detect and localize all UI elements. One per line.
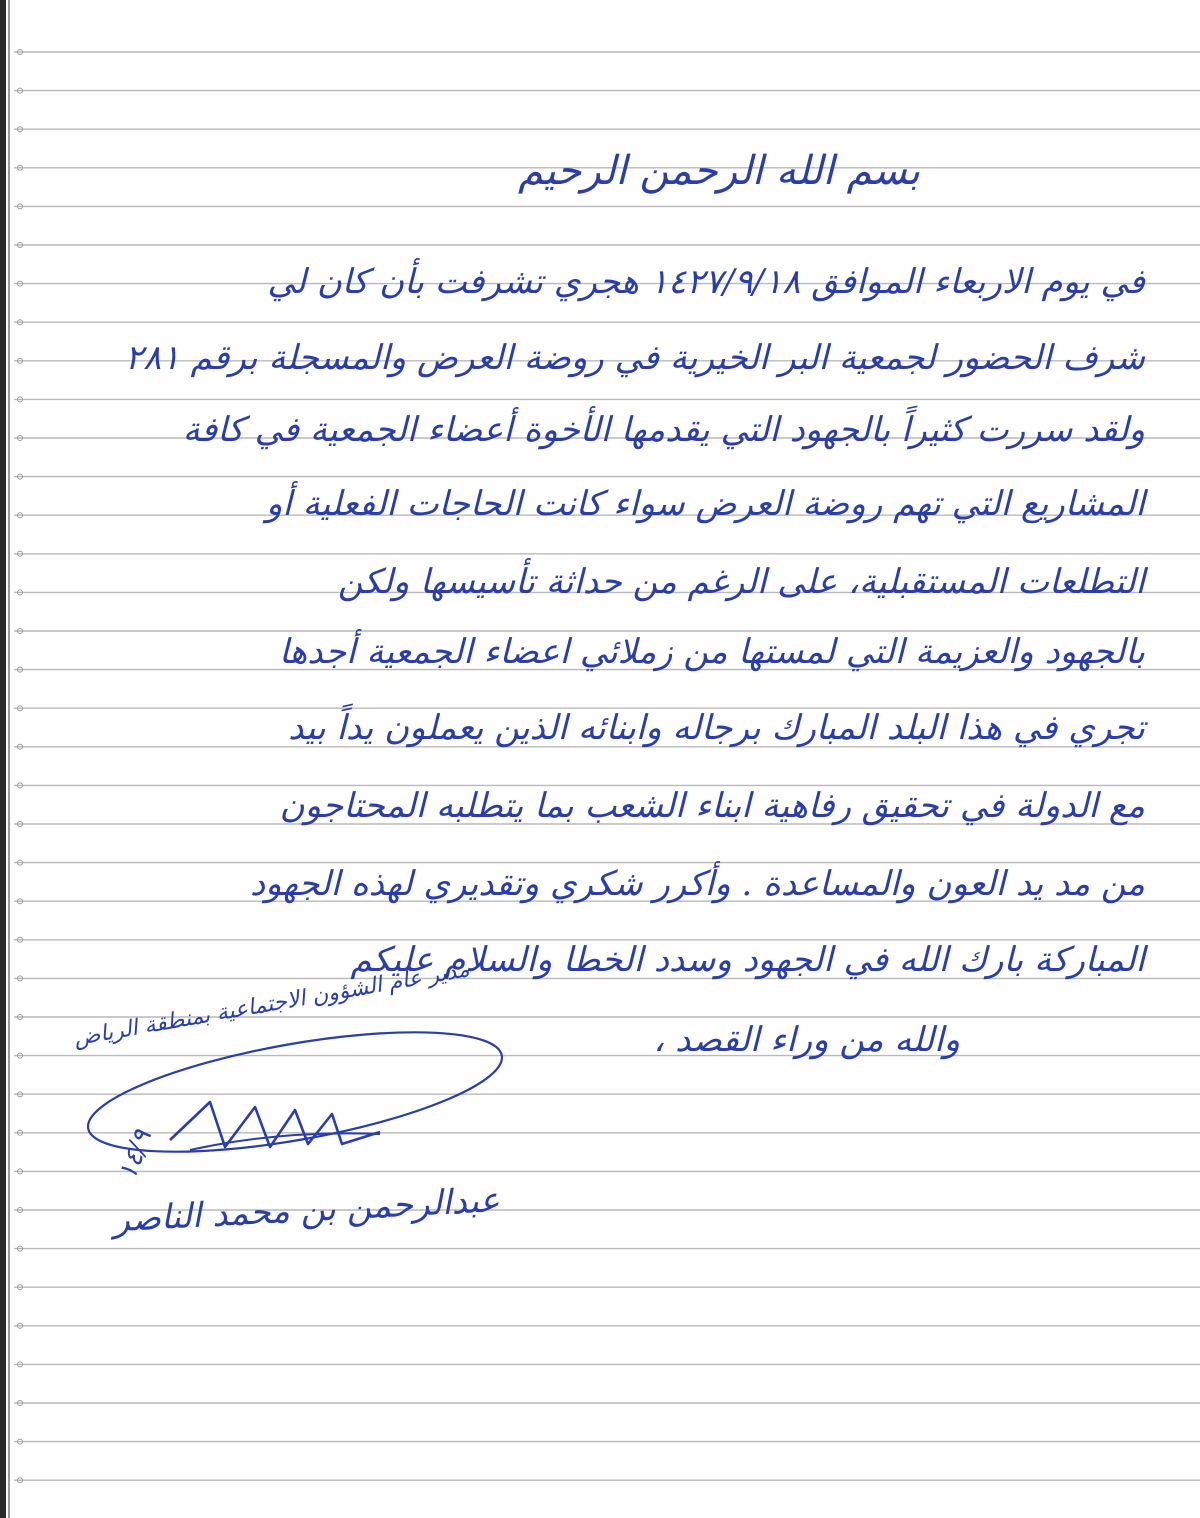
signature-date: ١٤/٩	[112, 1126, 159, 1184]
letter-line-8: مع الدولة في تحقيق رفاهية ابناء الشعب بما يتطلبه المحتاجون	[279, 786, 1145, 826]
letter-line-9: من مد يد العون والمساعدة . وأكرر شكري وتقديري لهذه الجهود	[249, 864, 1145, 904]
signatory-name: عبدالرحمن بن محمد الناصر	[112, 1180, 501, 1241]
letter-line-3: ولقد سررت كثيراً بالجهود التي يقدمها الأخوة أعضاء الجمعية في كافة	[182, 410, 1145, 450]
closing-phrase: والله من وراء القصد ،	[653, 1020, 960, 1060]
signatory-title: مدير عام الشؤون الاجتماعية بمنطقة الرياض	[71, 957, 472, 1052]
letter-line-7: تجري في هذا البلد المبارك برجاله وابنائه الذين يعملون يداً بيد	[288, 708, 1145, 748]
basmala-heading: بسم الله الرحمن الرحيم	[517, 148, 920, 194]
letter-line-2: شرف الحضور لجمعية البر الخيرية في روضة العرض والمسجلة برقم ٢٨١	[124, 338, 1145, 378]
letter-line-6: بالجهود والعزيمة التي لمستها من زملائي اعضاء الجمعية أجدها	[278, 632, 1145, 672]
letter-line-5: التطلعات المستقبلية، على الرغم من حداثة تأسيسها ولكن	[337, 562, 1145, 602]
letter-line-10: المباركة بارك الله في الجهود وسدد الخطا والسلام عليكم	[350, 940, 1145, 980]
letter-line-1: في يوم الاربعاء الموافق ١٤٢٧/٩/١٨ هجري تشرفت بأن كان لي	[267, 262, 1145, 302]
letter-line-4: المشاريع التي تهم روضة العرض سواء كانت الحاجات الفعلية أو	[266, 484, 1145, 524]
